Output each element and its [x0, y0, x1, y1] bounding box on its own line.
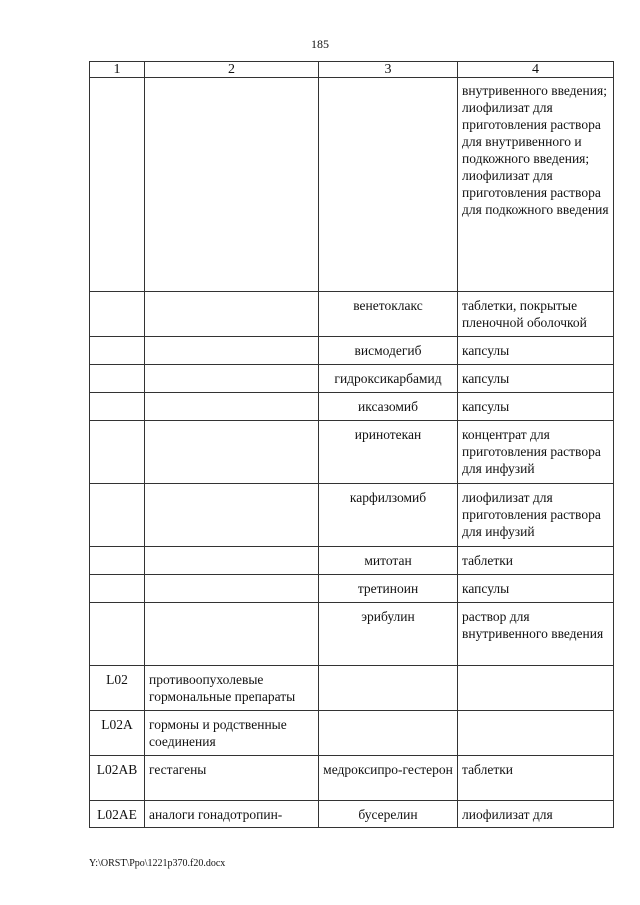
dosage-form-cell: лиофилизат для приготовления раствора для инфузий	[458, 484, 614, 547]
dosage-form-cell: раствор для внутривенного введения	[458, 603, 614, 666]
atc-code-cell	[90, 337, 145, 365]
atc-code-cell: L02A	[90, 711, 145, 756]
atc-code-cell: L02AB	[90, 756, 145, 801]
atc-code-cell: L02AE	[90, 801, 145, 828]
dosage-form-cell: концентрат для приготовления раствора для инфузий	[458, 421, 614, 484]
dosage-form-cell: внутривенного введения; лиофилизат для приготовления раствора для внутривенного и подкожного введения; лиофилизат для приготовления раствора для подкожного введения	[458, 78, 614, 292]
dosage-form-cell: лиофилизат для	[458, 801, 614, 828]
group-name-cell	[145, 575, 319, 603]
group-name-cell	[145, 603, 319, 666]
table-row	[90, 393, 614, 421]
atc-code-cell	[90, 78, 145, 292]
group-name-cell: аналоги гонадотропин-	[145, 801, 319, 828]
table-row	[90, 575, 614, 603]
group-name-cell	[145, 547, 319, 575]
drug-name-cell: иринотекан	[319, 421, 458, 484]
drug-name-cell: висмодегиб	[319, 337, 458, 365]
group-name-cell: гестагены	[145, 756, 319, 801]
table-row	[90, 484, 614, 547]
atc-code-cell	[90, 292, 145, 337]
drug-table	[89, 61, 614, 828]
column-header: 3	[319, 62, 458, 78]
table-row	[90, 666, 614, 711]
atc-code-cell	[90, 393, 145, 421]
group-name-cell	[145, 484, 319, 547]
group-name-cell: гормоны и родственные соединения	[145, 711, 319, 756]
table-row	[90, 756, 614, 801]
drug-name-cell: бусерелин	[319, 801, 458, 828]
dosage-form-cell	[458, 666, 614, 711]
dosage-form-cell: таблетки	[458, 547, 614, 575]
drug-name-cell: эрибулин	[319, 603, 458, 666]
column-header: 2	[145, 62, 319, 78]
drug-name-cell: иксазомиб	[319, 393, 458, 421]
table-row	[90, 421, 614, 484]
atc-code-cell	[90, 603, 145, 666]
group-name-cell	[145, 292, 319, 337]
drug-name-cell: медроксипро-гестерон	[319, 756, 458, 801]
column-header: 1	[90, 62, 145, 78]
drug-name-cell	[319, 711, 458, 756]
table-row	[90, 711, 614, 756]
group-name-cell	[145, 78, 319, 292]
group-name-cell	[145, 393, 319, 421]
atc-code-cell	[90, 365, 145, 393]
dosage-form-cell: капсулы	[458, 337, 614, 365]
atc-code-cell	[90, 575, 145, 603]
table-header-row	[90, 62, 614, 78]
dosage-form-cell: таблетки	[458, 756, 614, 801]
drug-name-cell: гидроксикарбамид	[319, 365, 458, 393]
group-name-cell	[145, 365, 319, 393]
dosage-form-cell: капсулы	[458, 393, 614, 421]
drug-name-cell	[319, 666, 458, 711]
file-path-footer: Y:\ORST\Ppo\1221p370.f20.docx	[89, 858, 226, 869]
table-row	[90, 337, 614, 365]
dosage-form-cell: капсулы	[458, 365, 614, 393]
drug-name-cell: венетоклакс	[319, 292, 458, 337]
table-row	[90, 78, 614, 292]
table-row	[90, 603, 614, 666]
group-name-cell	[145, 337, 319, 365]
dosage-form-cell: капсулы	[458, 575, 614, 603]
column-header: 4	[458, 62, 614, 78]
atc-code-cell	[90, 421, 145, 484]
drug-name-cell: карфилзомиб	[319, 484, 458, 547]
table-row	[90, 801, 614, 828]
atc-code-cell: L02	[90, 666, 145, 711]
drug-name-cell: митотан	[319, 547, 458, 575]
atc-code-cell	[90, 484, 145, 547]
dosage-form-cell	[458, 711, 614, 756]
atc-code-cell	[90, 547, 145, 575]
table-row	[90, 547, 614, 575]
table-row	[90, 292, 614, 337]
page-number: 185	[311, 37, 329, 51]
drug-name-cell: третиноин	[319, 575, 458, 603]
dosage-form-cell: таблетки, покрытые пленочной оболочкой	[458, 292, 614, 337]
table-row	[90, 365, 614, 393]
group-name-cell: противоопухолевые гормональные препараты	[145, 666, 319, 711]
group-name-cell	[145, 421, 319, 484]
drug-name-cell	[319, 78, 458, 292]
